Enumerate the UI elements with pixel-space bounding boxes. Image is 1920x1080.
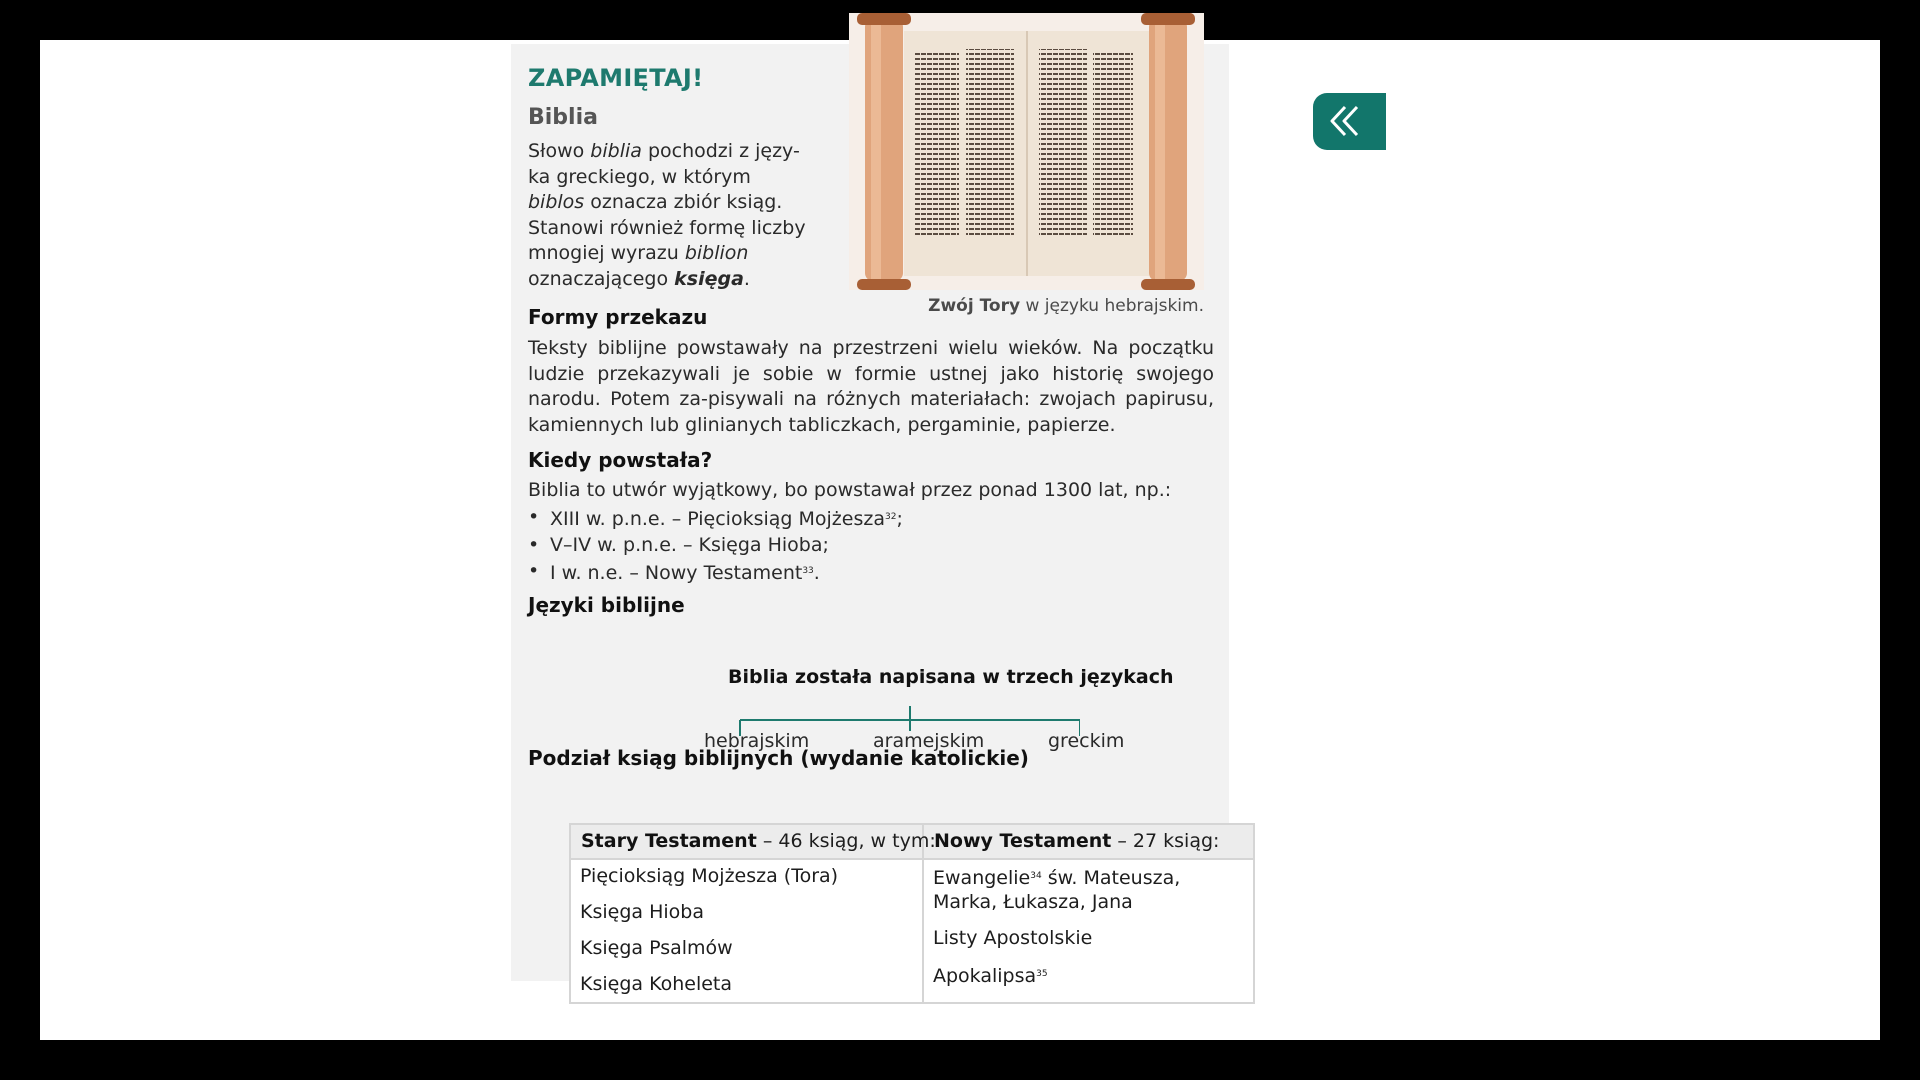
- timeline-list: [528, 504, 903, 586]
- formy-text: Teksty biblijne powstawały na przestrzeni wielu wieków. Na początku ludzie przekazywali je sobie w formie ustnej jako historię swojego narodu. Potem za-pisywali na różnych materiałach: zwojach papirusu, kamiennych lub glinianych tabliczkach, pergaminie, papierze.: [528, 337, 1214, 436]
- box-title: ZAPAMIĘTAJ!: [528, 64, 704, 92]
- list-item: Księga Koheleta: [580, 973, 732, 995]
- kiedy-intro: Biblia to utwór wyjątkowy, bo powstawał przez ponad 1300 lat, np.:: [528, 479, 1172, 501]
- table-header-new: Nowy Testament – 27 ksiąg:: [934, 830, 1220, 852]
- torah-scroll-image: [849, 13, 1204, 290]
- languages-tree-title: Biblia została napisana w trzech językach: [728, 666, 1174, 688]
- list-item: Ewangelie$^{34}$ św. Mateusza, Marka, Łukasza, Jana: [933, 867, 1181, 913]
- old-testament-books: [571, 860, 924, 1002]
- list-item: • V–IV w. p.n.e. – Księga Hioba;: [528, 532, 903, 558]
- section-heading-podzial: Podział ksiąg biblijnych (wydanie katolickie): [528, 746, 1029, 770]
- list-item: Księga Psalmów: [580, 937, 733, 959]
- section-heading-biblia: Biblia: [528, 105, 598, 130]
- list-item: Pięcioksiąg Mojżesza (Tora): [580, 865, 839, 887]
- language-greek: greckim: [1048, 730, 1125, 752]
- language-aramaic: aramejskim: [873, 730, 985, 752]
- biblia-definition: Słowo biblia pochodzi z języ-ka greckiego, w którym biblos oznacza zbiór ksiąg. Stanowi również formę liczby mnogiej wyrazu biblion oznaczającego księga.: [528, 140, 806, 290]
- list-item: • I w. n.e. – Nowy Testament$^{33}$.: [528, 558, 903, 586]
- books-table: [569, 823, 1255, 1004]
- list-item: Apokalipsa$^{35}$: [933, 965, 1048, 987]
- list-item: Listy Apostolskie: [933, 927, 1093, 949]
- section-heading-formy: Formy przekazu: [528, 305, 708, 329]
- collapse-panel-button[interactable]: [1313, 93, 1386, 150]
- list-item: • XIII w. p.n.e. – Pięcioksiąg Mojżesza$^{32}$;: [528, 504, 903, 532]
- table-header-old: Stary Testament – 46 ksiąg, w tym:: [571, 825, 924, 858]
- section-heading-kiedy: Kiedy powstała?: [528, 448, 713, 472]
- list-item: Księga Hioba: [580, 901, 704, 923]
- language-hebrew: hebrajskim: [704, 730, 810, 752]
- section-heading-jezyki: Języki biblijne: [528, 593, 685, 617]
- image-caption: Zwój Tory w języku hebrajskim.: [928, 296, 1204, 316]
- new-testament-books: [924, 860, 1253, 1002]
- double-chevron-left-icon: [1313, 93, 1386, 150]
